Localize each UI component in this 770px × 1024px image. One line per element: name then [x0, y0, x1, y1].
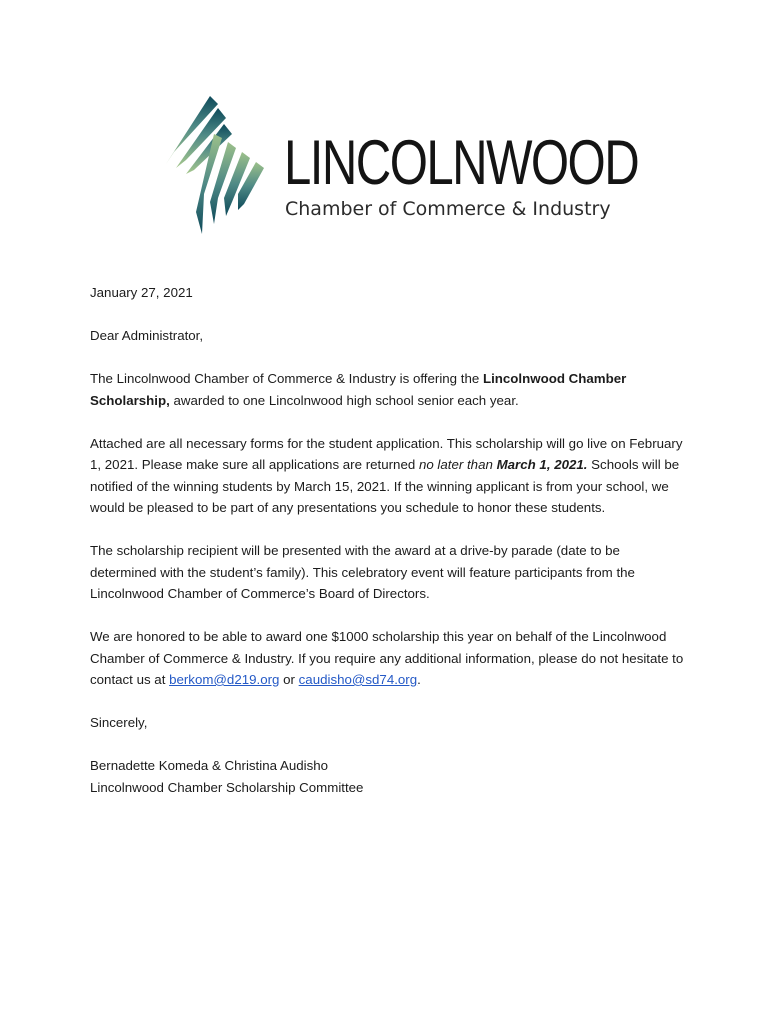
organization-subtitle: Chamber of Commerce & Industry: [285, 198, 611, 220]
paragraph-offer-text-end: awarded to one Lincolnwood high school senior each year.: [169, 392, 519, 408]
paragraph-contact-text: We are honored to be able to award one $1000 scholarship this year on behalf of the Lincolnwood Chamber of Commerce & Industry. If you require any additional information, please do not hesitate to contact us at: [90, 629, 684, 687]
paragraph-offer-text: The Lincolnwood Chamber of Commerce & Industry is offering the: [90, 371, 483, 386]
letter-salutation: Dear Administrator,: [90, 328, 204, 343]
letterhead-logo: [160, 94, 639, 239]
organization-name: LINCOLNWOOD: [284, 128, 639, 198]
paragraph-application-text-end: Schools will be notified of the winning students by March 15, 2021. If the winning applicant is from your school, we would be pleased to be part of any presentations you schedule to honor these students.: [90, 457, 680, 515]
paragraph-award: The scholarship recipient will be presented with the award at a drive-by parade (date to be determined with the student’s family). This celebratory event will feature participants from the Lincolnwood Chamber of Commerce’s Board of Directors.: [90, 543, 635, 601]
letter-date: January 27, 2021: [90, 285, 193, 300]
letter-body: [90, 282, 690, 798]
deadline-phrase: no later than: [418, 457, 497, 472]
deadline-date: March 1, 2021.: [496, 457, 588, 472]
letter-committee: Lincolnwood Chamber Scholarship Committee: [90, 779, 364, 795]
chamber-logo-icon: [160, 94, 275, 239]
paragraph-contact-end: .: [417, 672, 421, 687]
scholarship-name: Lincolnwood Chamber Scholarship,: [90, 371, 627, 408]
paragraph-contact-or: or: [279, 672, 299, 687]
paragraph-application-text: Attached are all necessary forms for the student application. This scholarship will go live on February 1, 2021. Please make sure all applications are returned: [90, 435, 683, 472]
paragraph-offer: [90, 368, 690, 411]
letter-signers: Bernadette Komeda & Christina Audisho: [90, 758, 329, 773]
email-link-caudisho[interactable]: caudisho@sd74.org: [298, 672, 418, 687]
letter-closing: Sincerely,: [90, 715, 148, 730]
email-link-berkom[interactable]: berkom@d219.org: [169, 672, 280, 687]
paragraph-application: [90, 433, 690, 519]
paragraph-contact: [90, 626, 690, 691]
